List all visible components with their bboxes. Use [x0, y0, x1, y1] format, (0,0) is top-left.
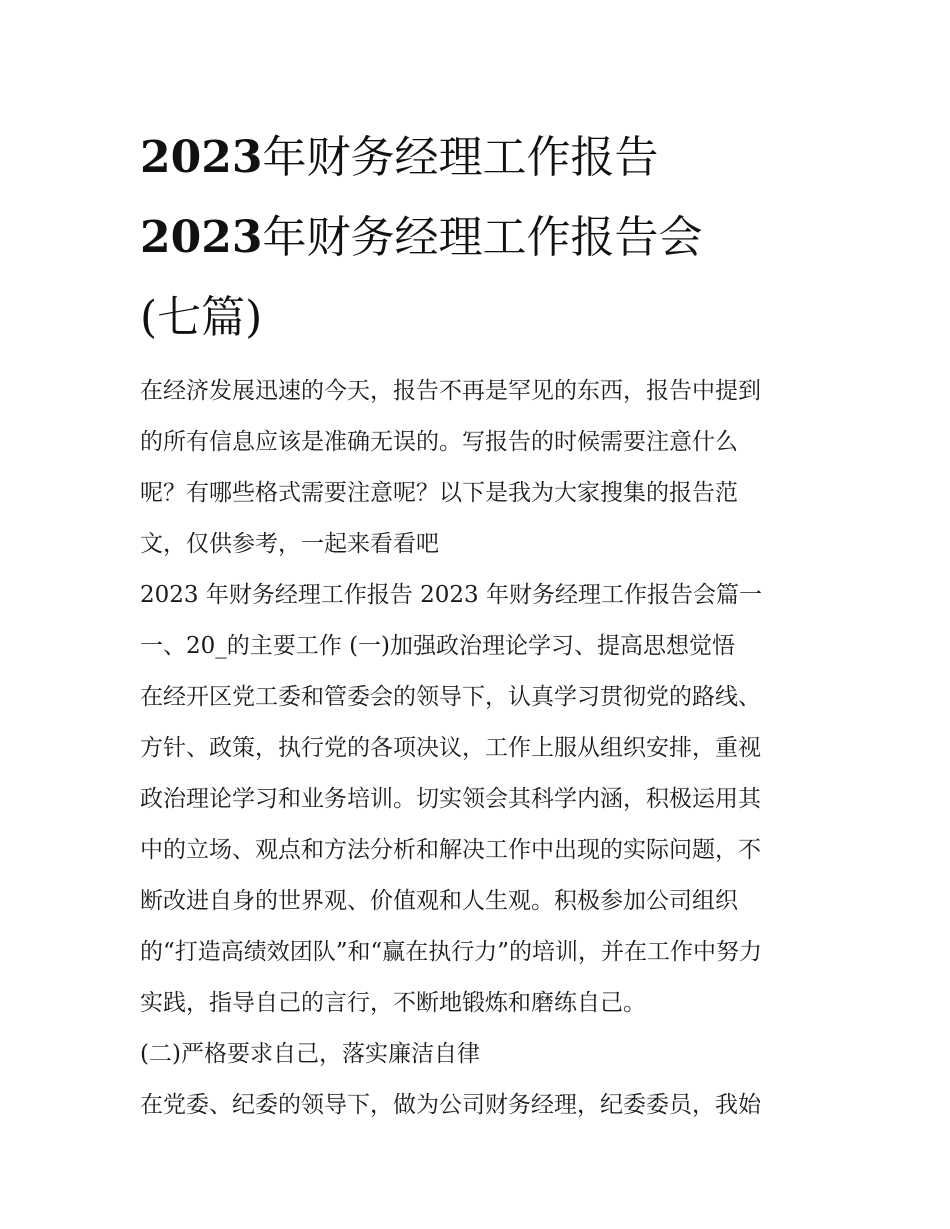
title-year-2: 2023 [140, 212, 263, 263]
body-line: 在经开区党工委和管委会的领导下，认真学习贯彻党的路线、 [140, 684, 761, 710]
title-year-1: 2023 [140, 132, 263, 183]
document-page [140, 118, 820, 1131]
title-text-2: 年财务经理工作报告会 [262, 212, 703, 263]
title-line-3 [140, 278, 820, 358]
title-line-1 [140, 118, 820, 198]
body-line: 呢？有哪些格式需要注意呢？以下是我为大家搜集的报告范 [140, 480, 738, 506]
body-line: 实践，指导自己的言行，不断地锻炼和磨练自己。 [140, 990, 646, 1016]
document-title [140, 118, 820, 358]
title-text-1: 年财务经理工作报告 [262, 132, 659, 183]
body-line: 中的立场、观点和方法分析和解决工作中出现的实际问题，不 [140, 837, 761, 863]
body-line: 方针、政策，执行党的各项决议，工作上服从组织安排，重视 [140, 735, 761, 761]
title-line-2 [140, 198, 820, 278]
body-line: 在党委、纪委的领导下，做为公司财务经理，纪委委员，我始 [140, 1092, 761, 1118]
body-line: 政治理论学习和业务培训。切实领会其科学内涵，积极运用其 [140, 786, 761, 812]
body-line: 在经济发展迅速的今天，报告不再是罕见的东西，报告中提到 [140, 378, 761, 404]
body-line: 断改进自身的世界观、价值观和人生观。积极参加公司组织 [140, 888, 738, 914]
section-heading: 2023 年财务经理工作报告 2023 年财务经理工作报告会篇一 [140, 582, 762, 608]
body-line: 的所有信息应该是准确无误的。写报告的时候需要注意什么 [140, 429, 738, 455]
body-line: 的“打造高绩效团队”和“赢在执行力”的培训，并在工作中努力 [140, 939, 763, 965]
subsection-heading: 一、20_的主要工作 (一)加强政治理论学习、提高思想觉悟 [140, 633, 736, 659]
title-text-3: (七篇) [140, 292, 263, 343]
document-body [140, 366, 820, 1131]
body-line: 文，仅供参考，一起来看看吧 [140, 531, 439, 557]
subsection-heading: (二)严格要求自己，落实廉洁自律 [140, 1041, 480, 1067]
